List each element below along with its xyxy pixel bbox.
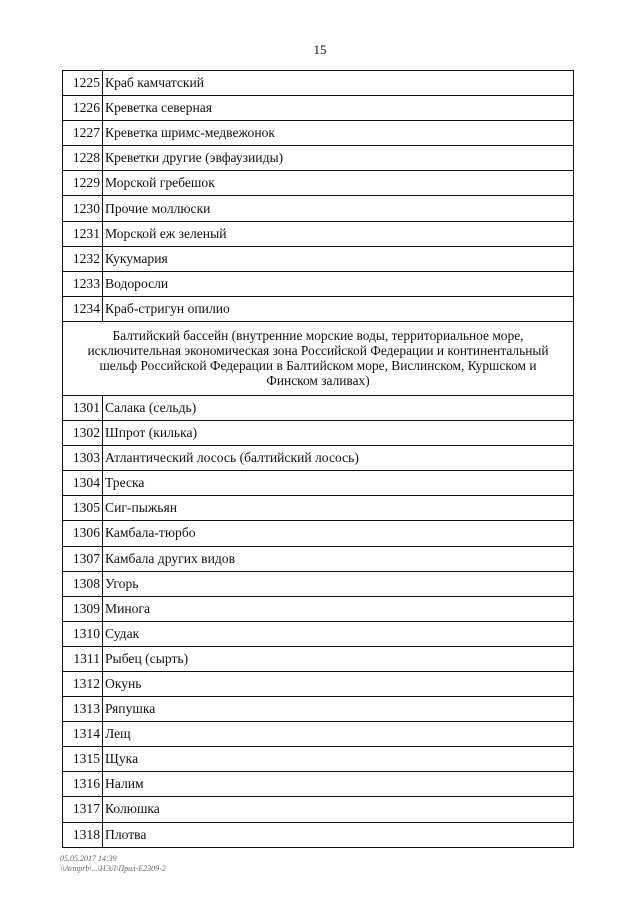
species-name: Морской еж зеленый: [103, 221, 574, 246]
species-name: Камбала других видов: [103, 546, 574, 571]
species-name: Креветка шримс-медвежонок: [103, 121, 574, 146]
table-row: [63, 722, 574, 747]
table-row: [63, 96, 574, 121]
species-name: Рыбец (сырть): [103, 646, 574, 671]
species-name: Минога: [103, 596, 574, 621]
species-code: 1231: [63, 221, 103, 246]
species-code: 1226: [63, 96, 103, 121]
species-code: 1308: [63, 571, 103, 596]
table-row: [63, 146, 574, 171]
species-name: Атлантический лосось (балтийский лосось): [103, 446, 574, 471]
species-code: 1317: [63, 797, 103, 822]
species-name: Плотва: [103, 822, 574, 847]
species-name: Лещ: [103, 722, 574, 747]
species-code: 1306: [63, 521, 103, 546]
table-row: [63, 822, 574, 847]
stamp-path: \\Avmprb\...\НЭЛ\Прил-Е2309-2: [60, 864, 166, 873]
species-code: 1230: [63, 196, 103, 221]
species-code: 1301: [63, 395, 103, 420]
table-row: [63, 697, 574, 722]
table-row: [63, 196, 574, 221]
species-name: Морской гребешок: [103, 171, 574, 196]
table-row: [63, 546, 574, 571]
species-name: Креветка северная: [103, 96, 574, 121]
species-name: Краб камчатский: [103, 71, 574, 96]
species-name: Сиг-пыжьян: [103, 496, 574, 521]
species-code: 1315: [63, 747, 103, 772]
table-row: [63, 747, 574, 772]
species-name: Краб-стригун опилио: [103, 296, 574, 321]
table-row: [63, 646, 574, 671]
section-header-row: [63, 321, 574, 395]
table-row: [63, 521, 574, 546]
species-name: Шпрот (килька): [103, 421, 574, 446]
species-name: Ряпушка: [103, 697, 574, 722]
species-code: 1318: [63, 822, 103, 847]
table-row: [63, 171, 574, 196]
species-name: Кукумария: [103, 246, 574, 271]
species-code: 1225: [63, 71, 103, 96]
species-table-body: [63, 71, 574, 848]
table-row: [63, 395, 574, 420]
species-code: 1233: [63, 271, 103, 296]
species-code: 1312: [63, 671, 103, 696]
species-name: Окунь: [103, 671, 574, 696]
species-code: 1303: [63, 446, 103, 471]
stamp-date: 05.05.2017 14:39: [60, 854, 117, 863]
table-row: [63, 271, 574, 296]
page-number: 15: [313, 42, 327, 57]
section-header: Балтийский бассейн (внутренние морские воды, территориальное море, исключительная экономическая зона Российской Федерации и континентальный шельф Российской Федерации в Балтийском море, Вислинском, Куршском и Финском заливах): [63, 321, 574, 395]
table-row: [63, 121, 574, 146]
species-code: 1311: [63, 646, 103, 671]
table-row: [63, 596, 574, 621]
table-row: [63, 772, 574, 797]
species-code: 1229: [63, 171, 103, 196]
species-code: 1305: [63, 496, 103, 521]
species-code: 1302: [63, 421, 103, 446]
table-row: [63, 246, 574, 271]
species-code: 1309: [63, 596, 103, 621]
species-name: Судак: [103, 621, 574, 646]
species-code: 1313: [63, 697, 103, 722]
species-code: 1316: [63, 772, 103, 797]
species-name: Креветки другие (эвфаузииды): [103, 146, 574, 171]
table-row: [63, 797, 574, 822]
species-code: 1232: [63, 246, 103, 271]
table-row: [63, 421, 574, 446]
table-row: [63, 671, 574, 696]
table-row: [63, 446, 574, 471]
species-name: Колюшка: [103, 797, 574, 822]
species-code: 1310: [63, 621, 103, 646]
species-name: Прочие моллюски: [103, 196, 574, 221]
species-table: [62, 70, 574, 848]
species-code: 1234: [63, 296, 103, 321]
table-row: [63, 496, 574, 521]
species-code: 1227: [63, 121, 103, 146]
table-row: [63, 71, 574, 96]
species-code: 1307: [63, 546, 103, 571]
species-name: Камбала-тюрбо: [103, 521, 574, 546]
species-code: 1304: [63, 471, 103, 496]
species-name: Треска: [103, 471, 574, 496]
species-name: Угорь: [103, 571, 574, 596]
species-name: Щука: [103, 747, 574, 772]
species-name: Салака (сельдь): [103, 395, 574, 420]
table-row: [63, 571, 574, 596]
table-row: [63, 296, 574, 321]
table-row: [63, 471, 574, 496]
species-code: 1228: [63, 146, 103, 171]
species-code: 1314: [63, 722, 103, 747]
species-name: Налим: [103, 772, 574, 797]
table-row: [63, 221, 574, 246]
table-row: [63, 621, 574, 646]
species-name: Водоросли: [103, 271, 574, 296]
